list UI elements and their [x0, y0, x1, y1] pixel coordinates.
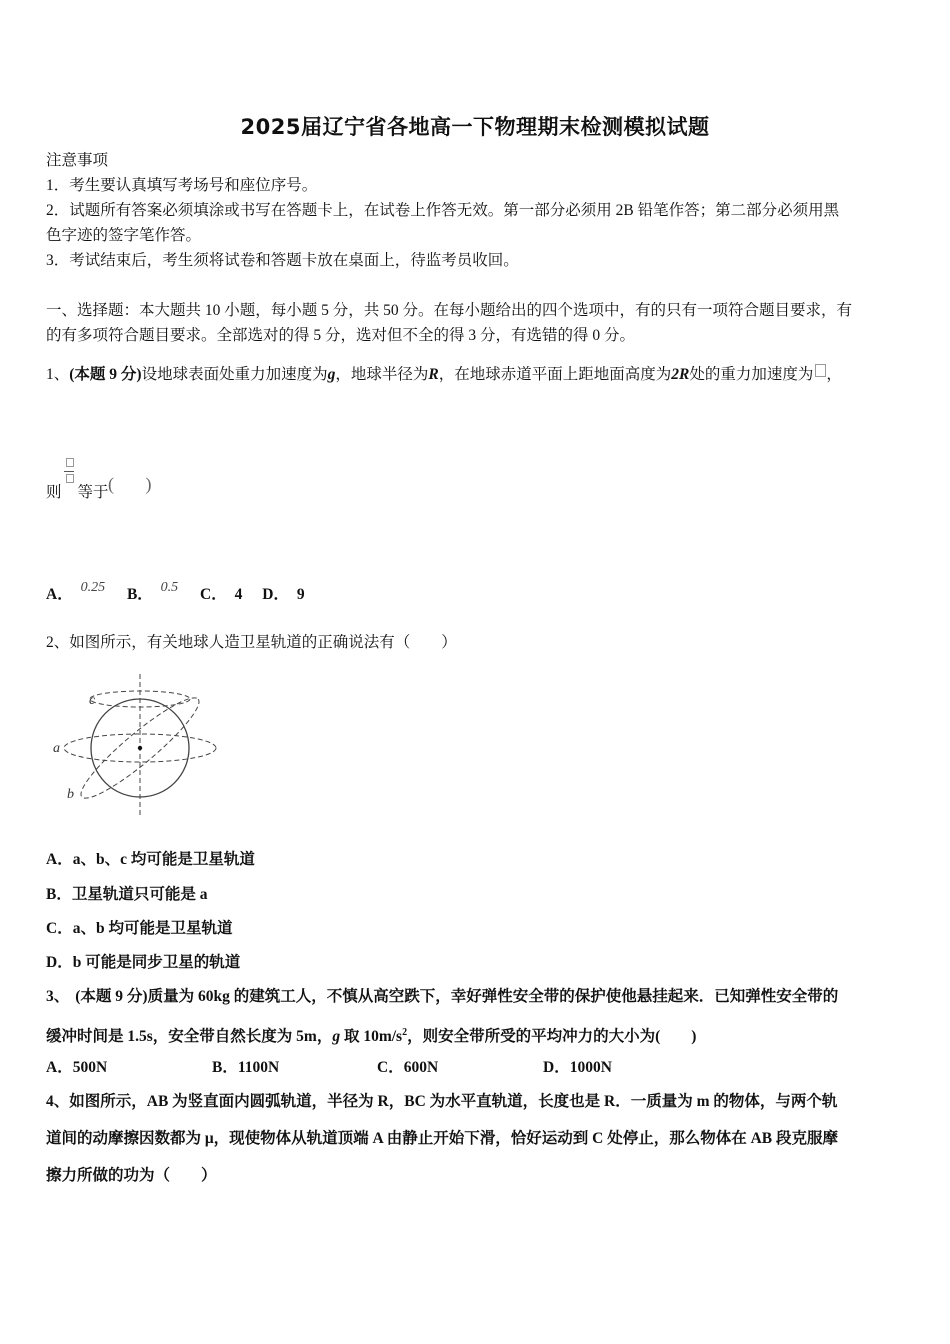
question-4-line: 道间的动摩擦因数都为 μ，现使物体从轨道顶端 A 由静止开始下滑，恰好运动到 C 处停止，那么物体在 AB 段克服摩: [46, 1130, 838, 1147]
section-heading: 一、选择题：本大题共 10 小题，每小题 5 分，共 50 分。在每小题给出的四个选项中，有的只有一项符合题目要求，有: [46, 302, 853, 319]
question-1-continuation: 则 等于: [46, 484, 109, 501]
earth-center: [138, 746, 142, 750]
notice-item: 色字迹的签字笔作答。: [46, 227, 202, 244]
question-3-option: D．1000N: [543, 1059, 612, 1076]
question-2-option: A．a、b、c 均可能是卫星轨道: [46, 851, 255, 868]
question-2-option: D．b 可能是同步卫星的轨道: [46, 954, 241, 971]
question-2-option: C．a、b 均可能是卫星轨道: [46, 920, 233, 937]
notice-item: 3．考试结束后，考生须将试卷和答题卡放在桌面上，待监考员收回。: [46, 252, 519, 269]
label-a: a: [53, 741, 60, 756]
question-2-option: B．卫星轨道只可能是 a: [46, 886, 208, 903]
formula-placeholder: [815, 364, 826, 377]
question-3-option: C．600N: [377, 1059, 439, 1076]
label-b: b: [67, 787, 74, 802]
question-3-option: A．500N: [46, 1059, 108, 1076]
label-c: c: [89, 693, 96, 708]
satellite-orbits-figure: [46, 670, 226, 820]
page-title: 2025届辽宁省各地高一下物理期末检测模拟试题: [240, 115, 710, 139]
question-4-line: 4、如图所示，AB 为竖直面内圆弧轨道，半径为 R，BC 为水平直轨道，长度也是 R．一质量为 m 的物体，与两个轨: [46, 1093, 838, 1110]
question-2-stem: 2、如图所示，有关地球人造卫星轨道的正确说法有（ ）: [46, 634, 457, 651]
notice-item: 2．试题所有答案必须填涂或书写在答题卡上，在试卷上作答无效。第一部分必须用 2B 铅笔作答；第二部分必须用黑: [46, 202, 840, 219]
answer-paren: ( ): [108, 474, 152, 494]
notice-item: 1．考生要认真填写考场号和座位序号。: [46, 177, 318, 194]
question-4-line: 擦力所做的功为（ ）: [46, 1167, 217, 1184]
question-3-line-1: 3、 (本题 9 分)质量为 60kg 的建筑工人，不慎从高空跌下，幸好弹性安全带的保护使他悬挂起来．已知弹性安全带的: [46, 988, 839, 1005]
option-b-value: 0.5: [160, 580, 179, 595]
notice-heading: 注意事项: [46, 152, 109, 169]
option-a-value: 0.25: [80, 580, 106, 595]
question-1-stem: 1、(本题 9 分)设地球表面处重力加速度为g，地球半径为R，在地球赤道平面上距地面高度为2R处的重力加速度为 ，: [46, 366, 842, 383]
question-1-options: A． 0.25 B． 0.5 C． 4 D． 9: [46, 584, 305, 607]
question-3-line-2: 缓冲时间是 1.5s，安全带自然长度为 5m，g 取 $10m/s^2$，则安全带所受的平均冲力的大小为( ): [46, 1027, 697, 1046]
section-instructions: 的有多项符合题目要求。全部选对的得 5 分，选对但不全的得 3 分，有选错的得 0 分。: [46, 327, 636, 344]
question-3-option: B．1100N: [212, 1059, 280, 1076]
